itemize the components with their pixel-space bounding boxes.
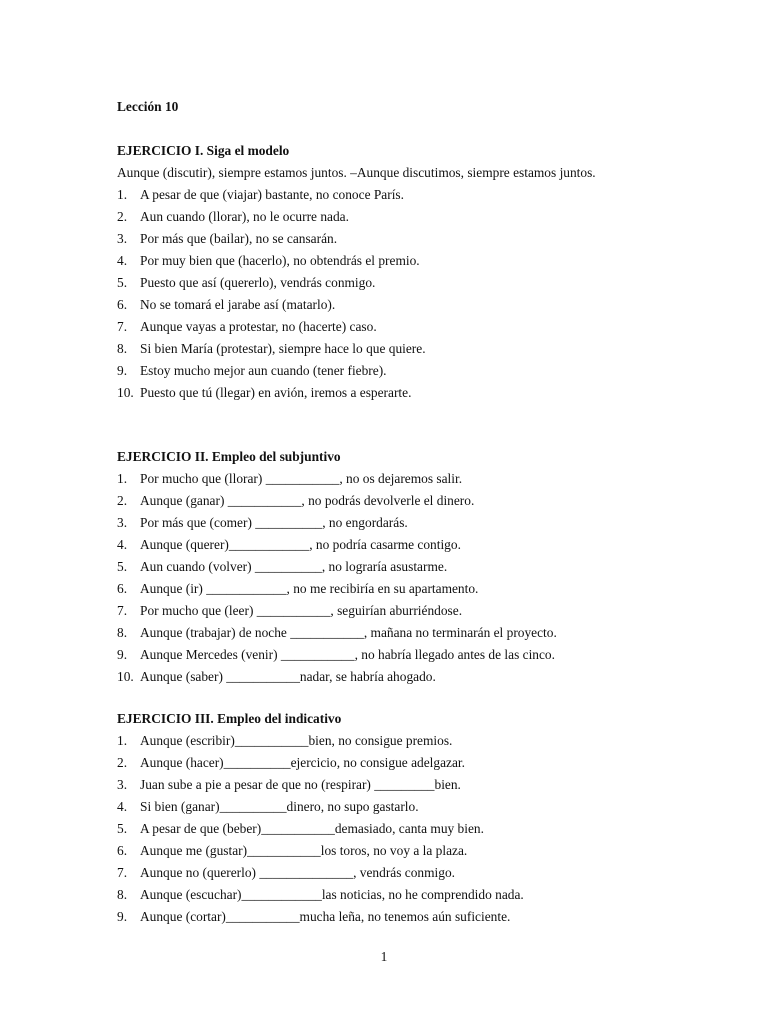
item-number: 9. bbox=[117, 909, 128, 924]
item-text: Aun cuando (llorar), no le ocurre nada. bbox=[140, 209, 349, 224]
item-number: 10. bbox=[117, 669, 134, 684]
list-item bbox=[117, 316, 652, 338]
item-text: Estoy mucho mejor aun cuando (tener fiebre). bbox=[140, 363, 387, 378]
list-item bbox=[117, 774, 652, 796]
item-text: Juan sube a pie a pesar de que no (respirar) _________bien. bbox=[140, 777, 461, 792]
list-item bbox=[117, 272, 652, 294]
item-text: Por mucho que (llorar) ___________, no os dejaremos salir. bbox=[140, 471, 463, 486]
item-number: 3. bbox=[117, 777, 128, 792]
item-text: Aunque (escribir)___________bien, no consigue premios. bbox=[140, 733, 453, 748]
item-number: 2. bbox=[117, 493, 128, 508]
model-example: Aunque (discutir), siempre estamos juntos. –Aunque discutimos, siempre estamos juntos. bbox=[117, 165, 596, 180]
item-text: Aunque no (quererlo) ______________, vendrás conmigo. bbox=[140, 865, 455, 880]
item-text: Aunque (cortar)___________mucha leña, no tenemos aún suficiente. bbox=[140, 909, 511, 924]
list-item bbox=[117, 884, 652, 906]
list-item bbox=[117, 534, 652, 556]
list-item bbox=[117, 796, 652, 818]
item-number: 7. bbox=[117, 603, 128, 618]
item-number: 9. bbox=[117, 647, 128, 662]
list-item bbox=[117, 840, 652, 862]
exercise-2 bbox=[117, 446, 652, 688]
item-number: 6. bbox=[117, 843, 128, 858]
list-item bbox=[117, 468, 652, 490]
item-text: Puesto que así (quererlo), vendrás conmigo. bbox=[140, 275, 376, 290]
item-number: 1. bbox=[117, 733, 128, 748]
list-item bbox=[117, 644, 652, 666]
item-text: Aunque (ganar) ___________, no podrás devolverle el dinero. bbox=[140, 493, 475, 508]
item-number: 8. bbox=[117, 341, 128, 356]
item-text: Aunque (trabajar) de noche ___________, mañana no terminarán el proyecto. bbox=[140, 625, 557, 640]
list-item bbox=[117, 906, 652, 928]
item-text: Aunque (saber) ___________nadar, se habría ahogado. bbox=[140, 669, 436, 684]
item-number: 10. bbox=[117, 385, 134, 400]
item-text: Aunque (querer)____________, no podría casarme contigo. bbox=[140, 537, 461, 552]
item-number: 7. bbox=[117, 319, 128, 334]
item-number: 5. bbox=[117, 821, 128, 836]
exercise-heading: EJERCICIO I. Siga el modelo bbox=[117, 143, 290, 158]
item-text: Aunque me (gustar)___________los toros, no voy a la plaza. bbox=[140, 843, 468, 858]
item-text: Si bien (ganar)__________dinero, no supo gastarlo. bbox=[140, 799, 419, 814]
item-text: Puesto que tú (llegar) en avión, iremos a esperarte. bbox=[140, 385, 412, 400]
list-item bbox=[117, 600, 652, 622]
page-number: 1 bbox=[380, 949, 388, 964]
item-number: 4. bbox=[117, 799, 128, 814]
item-text: Aunque (hacer)__________ejercicio, no consigue adelgazar. bbox=[140, 755, 465, 770]
item-number: 6. bbox=[117, 297, 128, 312]
item-text: Aunque vayas a protestar, no (hacerte) caso. bbox=[140, 319, 377, 334]
item-text: Por más que (bailar), no se cansarán. bbox=[140, 231, 338, 246]
exercise-heading: EJERCICIO II. Empleo del subjuntivo bbox=[117, 449, 341, 464]
item-text: Aunque (escuchar)____________las noticias, no he comprendido nada. bbox=[140, 887, 524, 902]
item-text: Por más que (comer) __________, no engordarás. bbox=[140, 515, 408, 530]
item-text: Aunque (ir) ____________, no me recibiría en su apartamento. bbox=[140, 581, 479, 596]
item-number: 8. bbox=[117, 625, 128, 640]
list-item bbox=[117, 666, 652, 688]
item-text: A pesar de que (viajar) bastante, no conoce París. bbox=[140, 187, 404, 202]
list-item bbox=[117, 294, 652, 316]
list-item bbox=[117, 382, 652, 404]
list-item bbox=[117, 752, 652, 774]
list-item bbox=[117, 228, 652, 250]
item-text: No se tomará el jarabe así (matarlo). bbox=[140, 297, 336, 312]
item-number: 7. bbox=[117, 865, 128, 880]
list-item bbox=[117, 578, 652, 600]
item-text: Aun cuando (volver) __________, no lograría asustarme. bbox=[140, 559, 448, 574]
list-item bbox=[117, 360, 652, 382]
item-number: 2. bbox=[117, 755, 128, 770]
item-text: Si bien María (protestar), siempre hace lo que quiere. bbox=[140, 341, 426, 356]
exercise-1 bbox=[117, 140, 652, 404]
item-number: 3. bbox=[117, 231, 128, 246]
list-item bbox=[117, 730, 652, 752]
item-number: 3. bbox=[117, 515, 128, 530]
list-item bbox=[117, 862, 652, 884]
exercise-heading: EJERCICIO III. Empleo del indicativo bbox=[117, 711, 342, 726]
item-number: 5. bbox=[117, 275, 128, 290]
item-number: 1. bbox=[117, 471, 128, 486]
list-item bbox=[117, 556, 652, 578]
list-item bbox=[117, 490, 652, 512]
item-number: 5. bbox=[117, 559, 128, 574]
lesson-title: Lección 10 bbox=[117, 99, 179, 114]
item-text: Por muy bien que (hacerlo), no obtendrás el premio. bbox=[140, 253, 420, 268]
list-item bbox=[117, 206, 652, 228]
item-text: A pesar de que (beber)___________demasiado, canta muy bien. bbox=[140, 821, 484, 836]
exercise-3 bbox=[117, 708, 652, 928]
item-number: 8. bbox=[117, 887, 128, 902]
item-text: Por mucho que (leer) ___________, seguirían aburriéndose. bbox=[140, 603, 463, 618]
item-text: Aunque Mercedes (venir) ___________, no habría llegado antes de las cinco. bbox=[140, 647, 555, 662]
item-number: 4. bbox=[117, 537, 128, 552]
item-number: 2. bbox=[117, 209, 128, 224]
item-number: 9. bbox=[117, 363, 128, 378]
item-number: 6. bbox=[117, 581, 128, 596]
list-item bbox=[117, 622, 652, 644]
list-item bbox=[117, 512, 652, 534]
list-item bbox=[117, 250, 652, 272]
item-number: 4. bbox=[117, 253, 128, 268]
list-item bbox=[117, 818, 652, 840]
list-item bbox=[117, 184, 652, 206]
item-number: 1. bbox=[117, 187, 128, 202]
list-item bbox=[117, 338, 652, 360]
